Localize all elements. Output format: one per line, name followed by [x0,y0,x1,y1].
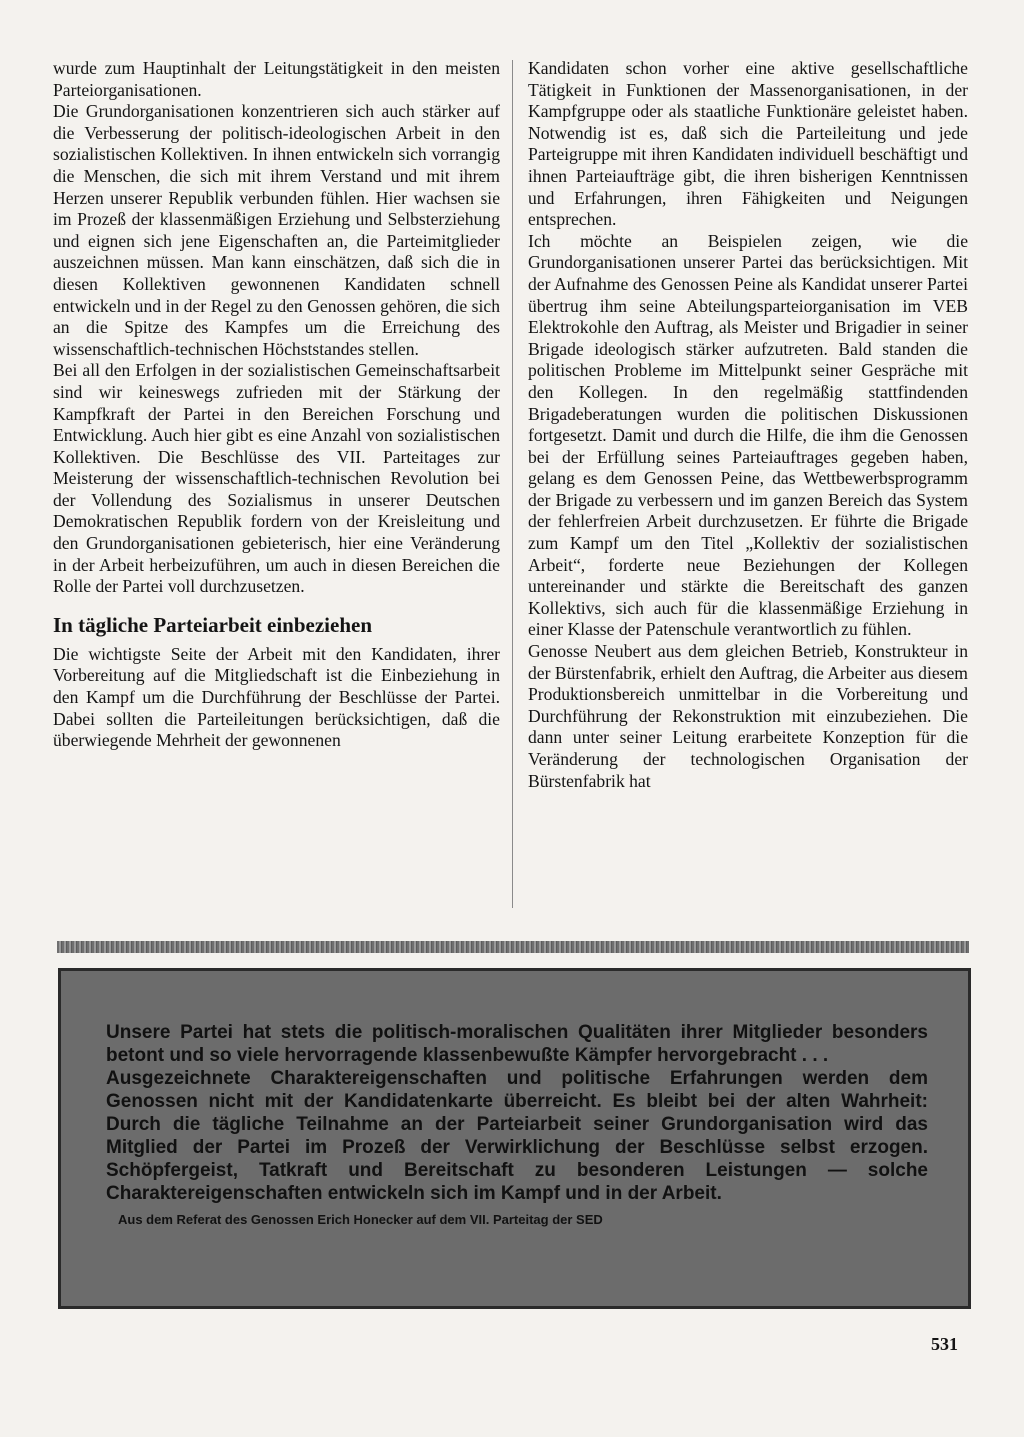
paragraph: Die Grundorganisationen konzentrieren sich auch stärker auf die Verbesserung der politisch-ideologischen Arbeit in den sozialistischen Kollektiven. In ihnen entwickeln sich vorrangig die Menschen, die sich mit ihrem Verstand und mit ihrem Herzen unserer Republik verbunden fühlen. Hier wachsen sie im Prozeß der klassenmäßigen Erziehung und Selbsterziehung und eignen sich jene Eigenschaften an, die Parteimitglieder auszeichnen müssen. Man kann einschätzen, daß sich die in diesen Kollektiven gewonnenen Kandidaten schnell entwickeln und in der Regel zu den Genossen gehören, die sich an die Spitze des Kampfes um die Erreichung des wissenschaftlich-technischen Höchststandes stellen. [53,101,500,359]
paragraph: Bei all den Erfolgen in der sozialistischen Gemeinschaftsarbeit sind wir keineswegs zufrieden mit der Stärkung der Kampfkraft der Partei in den Bereichen Forschung und Entwicklung. Auch hier gibt es eine Anzahl von sozialistischen Kollektiven. Die Beschlüsse des VII. Parteitages zur Meisterung der wissenschaftlich-technischen Revolution bei der Vollendung des Sozialismus in unserer Deutschen Demokratischen Republik fordern von der Kreisleitung und den Grundorganisationen gebieterisch, hier eine Veränderung in der Arbeit herbeizuführen, um auch in diesen Bereichen die Rolle der Partei voll durchzusetzen. [53,360,500,597]
column-divider [512,60,513,908]
quote-paragraph: Unsere Partei hat stets die politisch-moralischen Qualitäten ihrer Mitglieder besonders betont und so viele hervorragende klassenbewußte Kämpfer hervorgebracht . . . [106,1022,928,1066]
paragraph: Die wichtigste Seite der Arbeit mit den Kandidaten, ihrer Vorbereitung auf die Mitgliedschaft ist die Einbeziehung in den Kampf um die Durchführung der Beschlüsse der Partei. Dabei sollten die Parteileitungen berücksichtigen, daß die überwiegende Mehrheit der gewonnenen [53,643,500,751]
section-heading: In tägliche Parteiarbeit einbeziehen [53,612,373,637]
paragraph: wurde zum Hauptinhalt der Leitungstätigkeit in den meisten Parteiorganisationen. [53,58,500,100]
quote-box [58,968,971,1309]
decorative-band [57,941,969,953]
right-text-column [528,58,968,792]
left-text-column [53,58,500,752]
paragraph: Genosse Neubert aus dem gleichen Betrieb, Konstrukteur in der Bürstenfabrik, erhielt den Auftrag, die Arbeiter aus diesem Produktionsbereich unmittelbar in die Vorbereitung und Durchführung der Rekonstruktion mit einzubeziehen. Die dann unter seiner Leitung erarbeitete Konzeption für die Veränderung der technologischen Organisation der Bürstenfabrik hat [528,641,968,791]
paragraph: Ich möchte an Beispielen zeigen, wie die Grundorganisationen unserer Partei das berücksichtigen. Mit der Aufnahme des Genossen Peine als Kandidat unserer Partei übertrug ihm seine Abteilungsparteiorganisation im VEB Elektrokohle den Auftrag, als Meister und Brigadier in seiner Brigade ideologisch stärker aufzutreten. Bald standen die politischen Probleme im Mittelpunkt seiner Gespräche mit den Kollegen. In den regelmäßig stattfindenden Brigadeberatungen wurden die politischen Diskussionen fortgesetzt. Damit und durch die Hilfe, die ihm die Genossen bei der Erfüllung seines Parteiauftrages gegeben haben, gelang es dem Genossen Peine, das Wettbewerbsprogramm der Brigade zu verbessern und im ganzen Bereich das System der fehlerfreien Arbeit durchzusetzen. Er führte die Brigade zum Kampf um den Titel „Kollektiv der sozialistischen Arbeit“, forderte neue Beziehungen der Kollegen untereinander und stärkte die Bereitschaft des ganzen Kollektivs, sich auch für die klassenmäßige Erziehung in einer Klasse der Patenschule verantwortlich zu fühlen. [528,230,968,640]
quote-source: Aus dem Referat des Genossen Erich Honecker auf dem VII. Parteitag der SED [118,1212,603,1227]
quote-paragraph: Ausgezeichnete Charaktereigenschaften und politische Erfahrungen werden dem Genossen nicht mit der Kandidatenkarte überreicht. Es bleibt bei der alten Wahrheit: Durch die tägliche Teilnahme an der Parteiarbeit seiner Grundorganisation wird das Mitglied der Partei im Prozeß der Verwirklichung der Beschlüsse selbst erzogen. Schöpfergeist, Tatkraft und Bereitschaft zu besonderen Leistungen — solche Charaktereigenschaften entwickeln sich im Kampf und in der Arbeit. [106,1068,928,1204]
paragraph: Kandidaten schon vorher eine aktive gesellschaftliche Tätigkeit in Funktionen der Massenorganisationen, in der Kampfgruppe oder als staatliche Funktionäre geleistet haben. Notwendig ist es, daß sich die Parteileitung und jede Parteigruppe mit ihren Kandidaten individuell beschäftigt und ihnen Parteiaufträge gibt, die ihren bisherigen Kenntnissen und Erfahrungen, ihren Fähigkeiten und Neigungen entsprechen. [528,58,968,230]
page-number: 531 [931,1334,958,1354]
